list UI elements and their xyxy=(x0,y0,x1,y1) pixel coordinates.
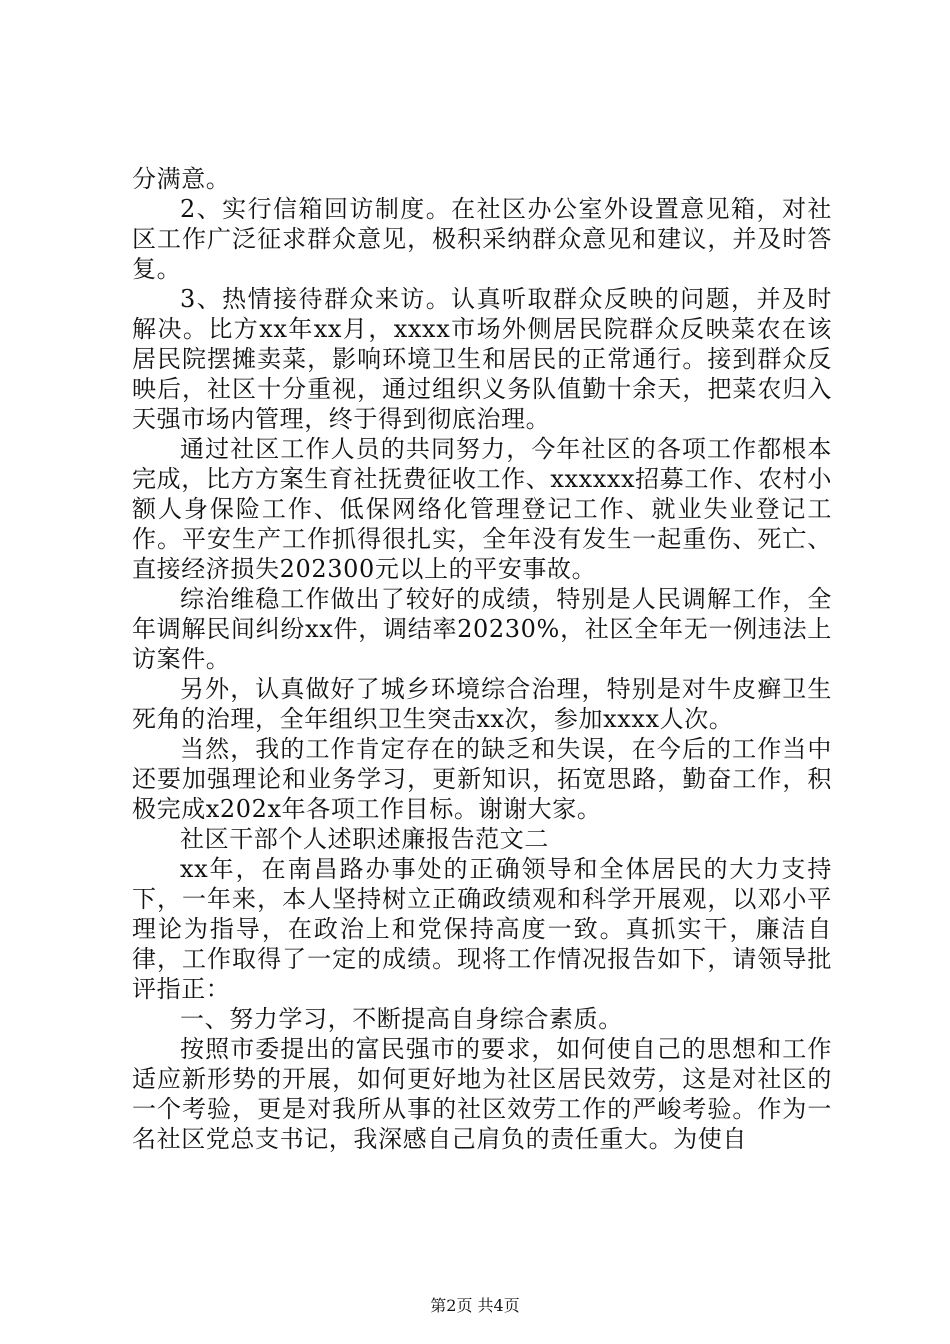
paragraph-3: 3、热情接待群众来访。认真听取群众反映的问题，并及时解决。比方xx年xx月，xxxx市场外侧居民院群众反映菜农在该居民院摆摊卖菜，影响环境卫生和居民的正常通行。接到群众反映后，社区十分重视，通过组织义务队值勤十余天，把菜农归入天强市场内管理，终于得到彻底治理。 xyxy=(132,285,832,433)
paragraph-11: 按照市委提出的富民强市的要求，如何使自己的思想和工作适应新形势的开展，如何更好地为社区居民效劳，这是对社区的一个考验，更是对我所从事的社区效劳工作的严峻考验。作为一名社区党总支书记，我深感自己肩负的责任重大。为使自 xyxy=(132,1035,832,1153)
document-body xyxy=(132,164,832,1154)
page-footer: 第2页 共4页 xyxy=(430,1296,520,1315)
paragraph-5: 综治维稳工作做出了较好的成绩，特别是人民调解工作，全年调解民间纠纷xx件，调结率20230%，社区全年无一例违法上访案件。 xyxy=(132,585,832,673)
section-heading: 社区干部个人述职述廉报告范文二 xyxy=(180,825,549,853)
paragraph-9: xx年，在南昌路办事处的正确领导和全体居民的大力支持下，一年来，本人坚持树立正确政绩观和科学开展观，以邓小平理论为指导，在政治上和党保持高度一致。真抓实干，廉洁自律，工作取得了一定的成绩。现将工作情况报告如下，请领导批评指正： xyxy=(132,855,832,1003)
paragraph-6: 另外，认真做好了城乡环境综合治理，特别是对牛皮癣卫生死角的治理，全年组织卫生突击xx次，参加xxxx人次。 xyxy=(132,675,832,733)
paragraph-4: 通过社区工作人员的共同努力，今年社区的各项工作都根本完成，比方方案生育社抚费征收工作、xxxxxx招募工作、农村小额人身保险工作、低保网络化管理登记工作、就业失业登记工作。平安生产工作抓得很扎实，全年没有发生一起重伤、死亡、直接经济损失202300元以上的平安事故。 xyxy=(132,435,832,583)
subsection-heading: 一、努力学习，不断提高自身综合素质。 xyxy=(180,1005,623,1033)
paragraph-2: 2、实行信箱回访制度。在社区办公室外设置意见箱，对社区工作广泛征求群众意见，极积采纳群众意见和建议，并及时答复。 xyxy=(132,195,832,283)
paragraph-7: 当然，我的工作肯定存在的缺乏和失误，在今后的工作当中还要加强理论和业务学习，更新知识，拓宽思路，勤奋工作，积极完成x202x年各项工作目标。谢谢大家。 xyxy=(132,735,832,823)
paragraph-1: 分满意。 xyxy=(132,165,231,193)
